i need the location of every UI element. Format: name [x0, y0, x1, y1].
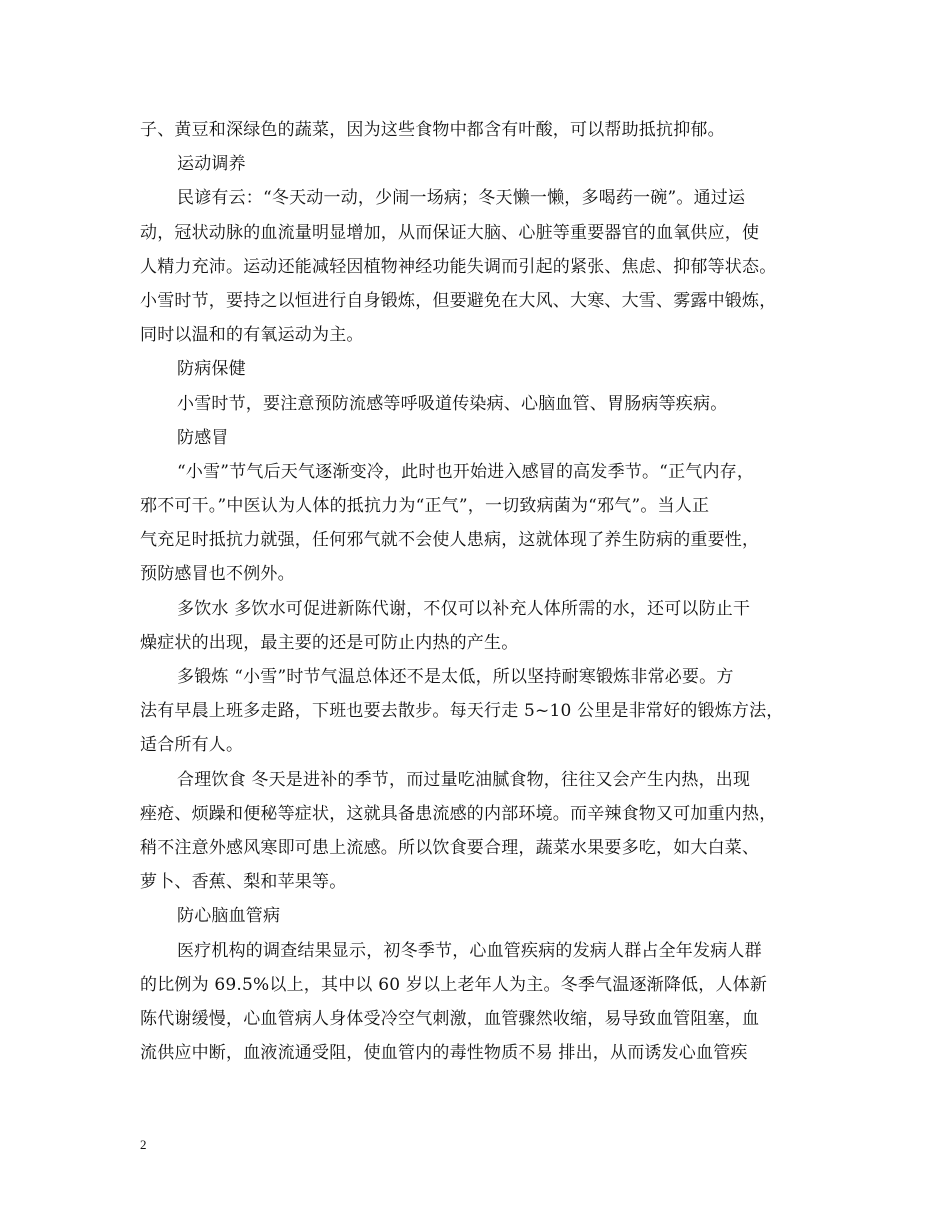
- text-line: 运动调养: [177, 154, 246, 175]
- text-line: 民谚有云：“冬天动一动，少闹一场病；冬天懒一懒，多喝药一碗”。通过运: [177, 188, 746, 209]
- text-line: 燥症状的出现，最主要的还是可防止内热的产生。: [140, 632, 519, 653]
- text-line: 痤疮、烦躁和便秘等症状，这就具备患流感的内部环境。而辛辣食物又可加重内热，: [140, 803, 777, 824]
- text-line: 稍不注意外感风寒即可患上流感。所以饮食要合理，蔬菜水果要多吃，如大白菜、: [140, 837, 760, 858]
- text-line: 陈代谢缓慢，心血管病人身体受冷空气刺激，血管骤然收缩，易导致血管阻塞，血: [140, 1008, 760, 1029]
- text-line: 适合所有人。: [140, 735, 244, 756]
- text-line: 防心脑血管病: [177, 906, 281, 927]
- text-line: 子、黄豆和深绿色的蔬菜，因为这些食物中都含有叶酸，可以帮助抵抗抑郁。: [140, 120, 725, 140]
- text-line: 法有早晨上班多走路，下班也要去散步。每天行走 5~10 公里是非常好的锻炼方法，: [140, 701, 784, 722]
- text-line: 同时以温和的有氧运动为主。: [140, 325, 364, 346]
- text-line: “小雪”节气后天气逐渐变冷，此时也开始进入感冒的高发季节。“正气内存，: [177, 461, 755, 482]
- text-line: 人精力充沛。运动还能减轻因植物神经功能失调而引起的紧张、焦虑、抑郁等状态。: [140, 256, 777, 277]
- document-body: [140, 113, 812, 1070]
- text-line: 多锻炼 “小雪”时节气温总体还不是太低，所以坚持耐寒锻炼非常必要。方: [177, 667, 734, 687]
- text-line: 小雪时节，要注意预防流感等呼吸道传染病、心脑血管、胃肠病等疾病。: [177, 393, 728, 414]
- text-line: 动，冠状动脉的血流量明显增加，从而保证大脑、心脏等重要器官的血氧供应，使: [140, 222, 760, 243]
- text-line: 预防感冒也不例外。: [140, 564, 295, 585]
- text-line: 小雪时节，要持之以恒进行自身锻炼，但要避免在大风、大寒、大雪、雾露中锻炼，: [140, 290, 777, 311]
- page-number: 2: [140, 1137, 147, 1152]
- text-line: 防感冒: [177, 427, 229, 448]
- text-line: 气充足时抵抗力就强，任何邪气就不会使人患病，这就体现了养生防病的重要性，: [140, 530, 760, 551]
- text-line: 防病保健: [177, 359, 246, 380]
- text-line: 萝卜、香蕉、梨和苹果等。: [140, 872, 347, 893]
- text-line: 邪不可干。”中医认为人体的抵抗力为“正气”，一切致病菌为“邪气”。当人正: [140, 496, 710, 517]
- text-line: 的比例为 69.5%以上，其中以 60 岁以上老年人为主。冬季气温逐渐降低，人体新: [140, 974, 768, 995]
- text-line: 医疗机构的调查结果显示，初冬季节，心血管疾病的发病人群占全年发病人群: [177, 940, 762, 961]
- text-line: 合理饮食 冬天是进补的季节，而过量吃油腻食物，往往又会产生内热，出现: [177, 769, 751, 790]
- text-line: 流供应中断，血液流通受阻，使血管内的毒性物质不易 排出，从而诱发心血管疾: [140, 1043, 748, 1064]
- text-line: 多饮水 多饮水可促进新陈代谢，不仅可以补充人体所需的水，还可以防止干: [177, 598, 751, 619]
